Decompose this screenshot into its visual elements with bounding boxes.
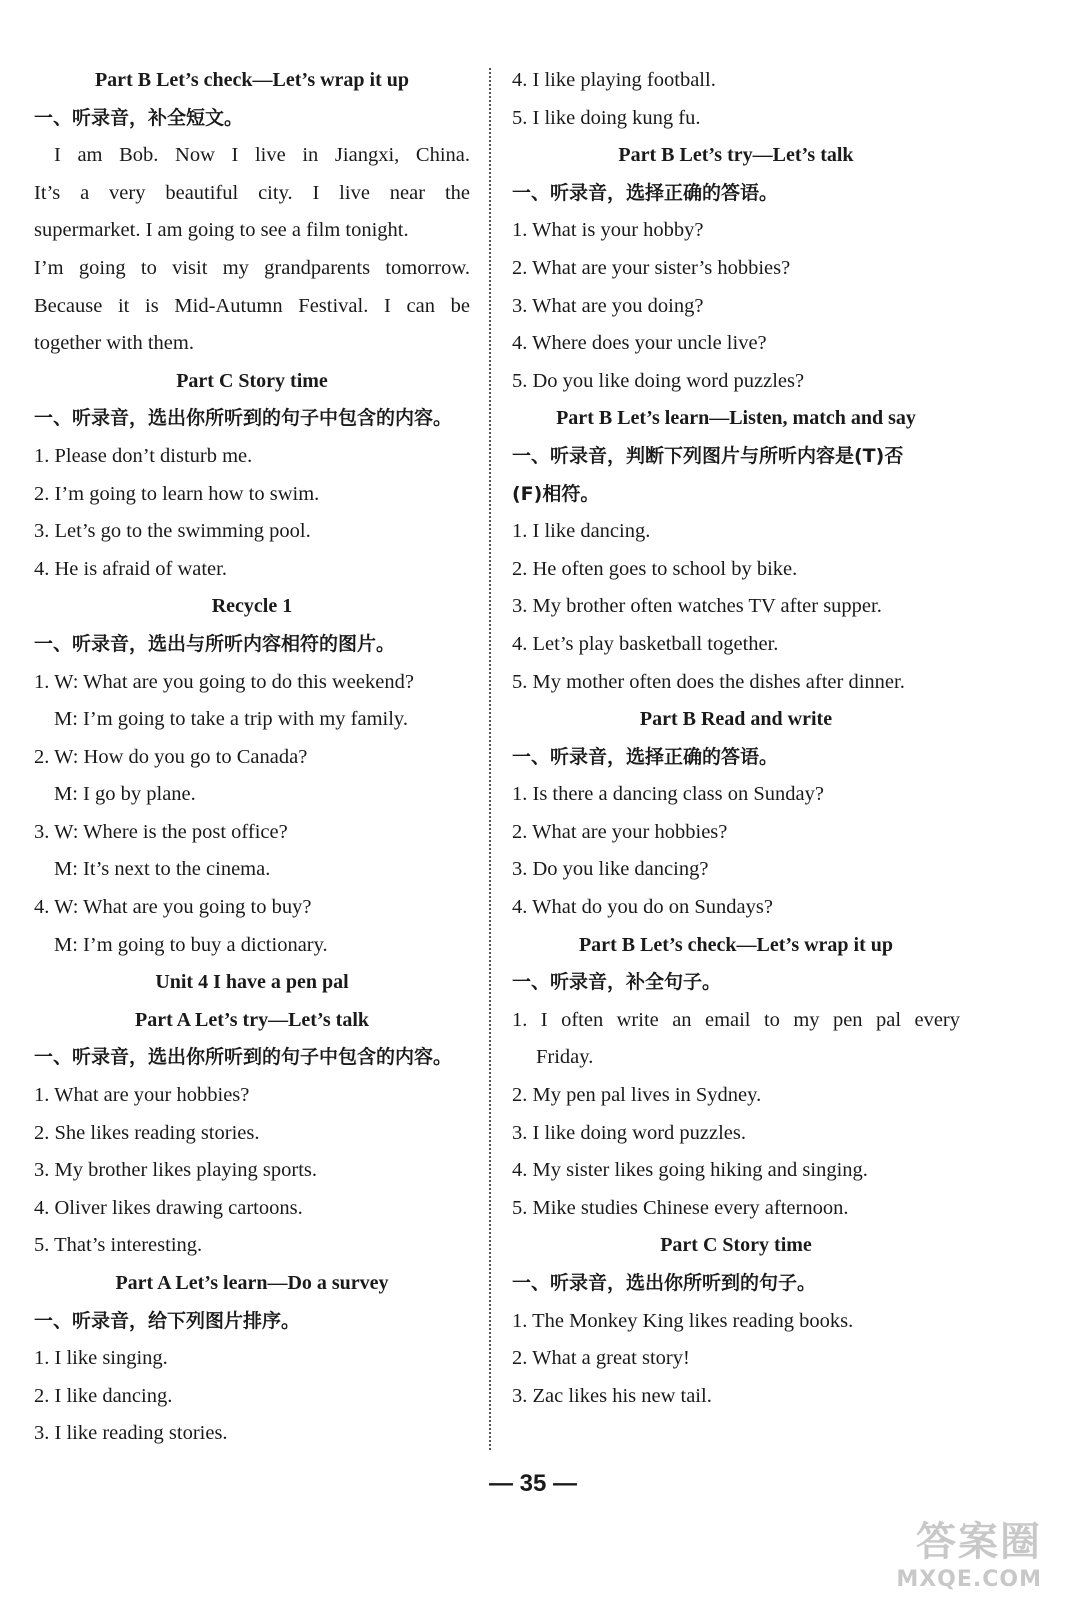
text-line: 3. What are you doing? xyxy=(512,294,704,317)
left-column xyxy=(34,62,470,1453)
text-line: 1. What is your hobby? xyxy=(512,219,704,242)
text-line: 5. That’s interesting. xyxy=(34,1234,203,1257)
section-heading: Part A Let’s learn—Do a survey xyxy=(115,1272,389,1294)
text-line: 2. He often goes to school by bike. xyxy=(512,557,798,580)
section-heading: Part B Let’s try—Let’s talk xyxy=(618,144,854,167)
text-line: 5. Mike studies Chinese every afternoon. xyxy=(512,1196,849,1219)
exercise-instruction: 一、听录音，选出你所听到的句子中包含的内容。 xyxy=(34,407,453,430)
text-line: 5. Do you like doing word puzzles? xyxy=(512,369,805,392)
text-line: 1. I like singing. xyxy=(34,1347,168,1370)
section-heading: Part B Read and write xyxy=(639,708,833,731)
text-line: It’s a very beautiful city. I live near the xyxy=(34,181,470,204)
text-line: M: I’m going to buy a dictionary. xyxy=(54,933,328,956)
watermark-url: MXQE.COM xyxy=(896,1567,1042,1592)
section-heading: Part C Story time xyxy=(176,369,328,392)
text-line: 2. I’m going to learn how to swim. xyxy=(34,482,320,505)
text-line: M: It’s next to the cinema. xyxy=(54,858,271,881)
text-line: 1. What are your hobbies? xyxy=(34,1084,250,1107)
watermark-logo: 答案圈 xyxy=(916,1519,1042,1565)
text-line: 4. Where does your uncle live? xyxy=(512,332,767,355)
section-heading: Part B Let’s check—Let’s wrap it up xyxy=(94,69,410,91)
text-line: 1. Is there a dancing class on Sunday? xyxy=(512,783,824,806)
text-line: 1. I often write an email to my pen pal every xyxy=(512,1008,960,1031)
text-line: 3. Let’s go to the swimming pool. xyxy=(34,520,311,543)
exercise-instruction: (F)相符。 xyxy=(512,482,600,505)
text-line: 3. W: Where is the post office? xyxy=(34,820,288,843)
text-line: 5. My mother often does the dishes after dinner. xyxy=(512,670,905,693)
text-line: 4. Oliver likes drawing cartoons. xyxy=(34,1196,303,1219)
text-line: 2. What are your sister’s hobbies? xyxy=(512,256,791,279)
text-line: 3. I like reading stories. xyxy=(34,1422,228,1445)
text-line: Because it is Mid-Autumn Festival. I can be xyxy=(34,294,470,317)
text-line: 3. My brother often watches TV after supper. xyxy=(512,595,882,618)
text-line: 1. I like dancing. xyxy=(512,520,651,543)
text-line: 4. W: What are you going to buy? xyxy=(34,896,312,919)
text-line: 2. My pen pal lives in Sydney. xyxy=(512,1084,762,1107)
right-column xyxy=(512,62,960,1415)
text-line: Friday. xyxy=(536,1046,594,1069)
text-line: 2. What are your hobbies? xyxy=(512,820,728,843)
section-heading: Part B Let’s check—Let’s wrap it up xyxy=(578,933,894,956)
text-line: 4. He is afraid of water. xyxy=(34,557,227,580)
section-heading: Unit 4 I have a pen pal xyxy=(155,971,349,994)
page-number: — 35 — xyxy=(488,1470,578,1497)
text-line: 3. Zac likes his new tail. xyxy=(512,1384,712,1407)
section-heading: Part C Story time xyxy=(660,1234,812,1257)
text-line: 3. I like doing word puzzles. xyxy=(512,1121,746,1144)
section-heading: Part A Let’s try—Let’s talk xyxy=(134,1008,370,1031)
exercise-instruction: 一、听录音，选择正确的答语。 xyxy=(512,181,779,204)
text-line: 1. The Monkey King likes reading books. xyxy=(512,1309,854,1332)
text-line: 3. My brother likes playing sports. xyxy=(34,1159,317,1182)
text-line: I am Bob. Now I live in Jiangxi, China. xyxy=(54,144,470,167)
exercise-instruction: 一、听录音，选择正确的答语。 xyxy=(512,745,779,768)
exercise-instruction: 一、听录音，补全句子。 xyxy=(512,971,722,994)
exercise-instruction: 一、听录音，选出与所听内容相符的图片。 xyxy=(34,632,396,655)
text-line: M: I go by plane. xyxy=(54,783,196,806)
text-line: together with them. xyxy=(34,332,194,355)
text-line: supermarket. I am going to see a film tonight. xyxy=(34,219,409,242)
column-divider xyxy=(489,68,491,1450)
text-line: 2. I like dancing. xyxy=(34,1384,173,1407)
text-line: 1. Please don’t disturb me. xyxy=(34,444,253,467)
text-line: M: I’m going to take a trip with my family. xyxy=(54,708,408,731)
text-line: 1. W: What are you going to do this weekend? xyxy=(34,670,414,693)
exercise-instruction: 一、听录音，判断下列图片与所听内容是(T)否 xyxy=(512,444,904,467)
text-line: I’m going to visit my grandparents tomorrow. xyxy=(34,256,470,279)
text-line: 2. W: How do you go to Canada? xyxy=(34,745,308,768)
exercise-instruction: 一、听录音，给下列图片排序。 xyxy=(34,1309,301,1332)
exercise-instruction: 一、听录音，选出你所听到的句子。 xyxy=(512,1272,817,1294)
text-line: 4. Let’s play basketball together. xyxy=(512,632,779,655)
text-line: 4. What do you do on Sundays? xyxy=(512,896,773,919)
watermark xyxy=(896,1510,1042,1592)
text-line: 2. She likes reading stories. xyxy=(34,1121,260,1144)
text-line: 5. I like doing kung fu. xyxy=(512,106,701,129)
text-line: 2. What a great story! xyxy=(512,1347,690,1370)
text-line: 4. My sister likes going hiking and singing. xyxy=(512,1159,868,1182)
section-heading: Part B Let’s learn—Listen, match and say xyxy=(556,407,916,430)
text-line: 4. I like playing football. xyxy=(512,69,716,91)
text-line: 3. Do you like dancing? xyxy=(512,858,709,881)
exercise-instruction: 一、听录音，选出你所听到的句子中包含的内容。 xyxy=(34,1046,453,1069)
exercise-instruction: 一、听录音，补全短文。 xyxy=(34,106,244,129)
section-heading: Recycle 1 xyxy=(211,595,293,618)
